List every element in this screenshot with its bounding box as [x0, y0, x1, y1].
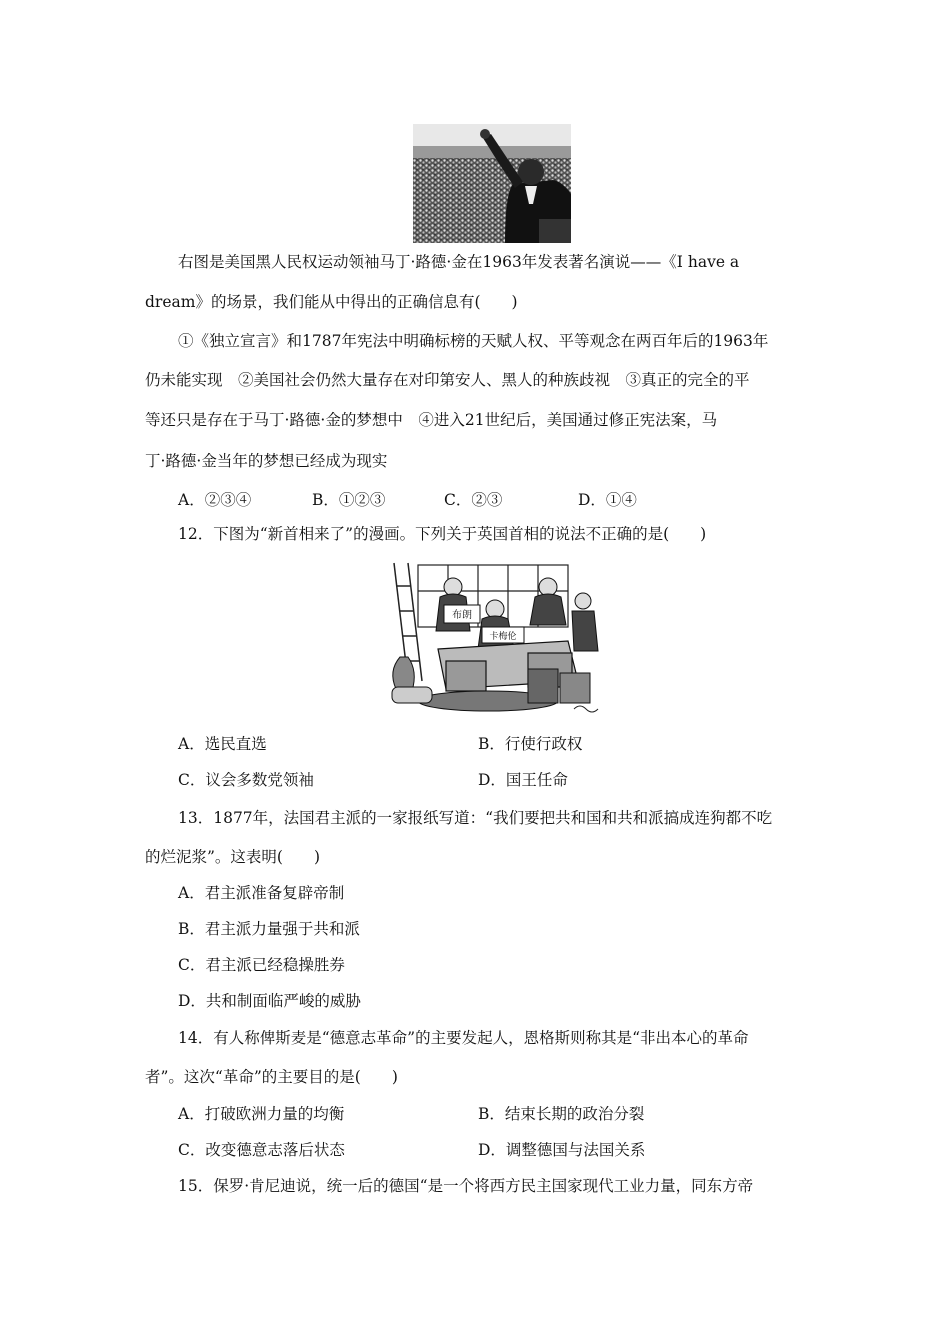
q13-stem-line1: 13．1877年，法国君主派的一家报纸写道：“我们要把共和国和共和派搞成连狗都不吃	[178, 809, 773, 827]
cartoon-sign-left: 布朗	[452, 610, 472, 621]
cartoon-sign-right: 卡梅伦	[489, 632, 517, 642]
q11-statement-line3: 等还只是存在于马丁·路德·金的梦想中 ④进入21世纪后，美国通过修正宪法案，马	[145, 411, 718, 429]
q11-statement-line1: ①《独立宣言》和1787年宪法中明确标榜的天赋人权、平等观念在两百年后的1963年	[178, 332, 769, 350]
q11-option-c[interactable]: C．②③	[444, 491, 503, 509]
q13-option-b[interactable]: B．君主派力量强于共和派	[178, 920, 360, 938]
q12-option-d[interactable]: D．国王任命	[478, 771, 568, 789]
q13-option-d[interactable]: D．共和制面临严峻的威胁	[178, 992, 361, 1010]
q12-option-a[interactable]: A．选民直选	[178, 735, 267, 753]
q14-stem-line2: 者”。这次“革命”的主要目的是( )	[145, 1068, 398, 1086]
q13-option-a[interactable]: A．君主派准备复辟帝制	[178, 884, 345, 902]
q14-option-b[interactable]: B．结束长期的政治分裂	[478, 1105, 645, 1123]
q14-stem-line1: 14．有人称俾斯麦是“德意志革命”的主要发起人，恩格斯则称其是“非出本心的革命	[178, 1029, 749, 1047]
q15-stem-line1: 15．保罗·肯尼迪说，统一后的德国“是一个将西方民主国家现代工业力量，同东方帝	[178, 1177, 754, 1195]
q11-stem-line1: 右图是美国黑人民权运动领袖马丁·路德·金在1963年发表著名演说——《Ⅰ have a	[178, 253, 740, 271]
mlk-speech-photo	[413, 124, 571, 243]
q12-option-c[interactable]: C．议会多数党领袖	[178, 771, 314, 789]
q11-option-d[interactable]: D．①④	[578, 491, 637, 509]
q14-option-a[interactable]: A．打破欧洲力量的均衡	[178, 1105, 345, 1123]
new-prime-minister-cartoon	[378, 561, 606, 719]
q11-option-b[interactable]: B．①②③	[312, 491, 386, 509]
q11-stem-line2: dream》的场景，我们能从中得出的正确信息有( )	[145, 293, 518, 311]
q13-stem-line2: 的烂泥浆”。这表明( )	[145, 848, 321, 866]
q12-option-b[interactable]: B．行使行政权	[478, 735, 583, 753]
q12-stem: 12．下图为“新首相来了”的漫画。下列关于英国首相的说法不正确的是( )	[178, 525, 707, 543]
q11-statement-line4: 丁·路德·金当年的梦想已经成为现实	[145, 452, 388, 470]
q14-option-d[interactable]: D．调整德国与法国关系	[478, 1141, 646, 1159]
q11-statement-line2: 仍未能实现 ②美国社会仍然大量存在对印第安人、黑人的种族歧视 ③真正的完全的平	[145, 371, 750, 389]
q11-option-a[interactable]: A．②③④	[178, 491, 252, 509]
q14-option-c[interactable]: C．改变德意志落后状态	[178, 1141, 345, 1159]
q13-option-c[interactable]: C．君主派已经稳操胜券	[178, 956, 345, 974]
